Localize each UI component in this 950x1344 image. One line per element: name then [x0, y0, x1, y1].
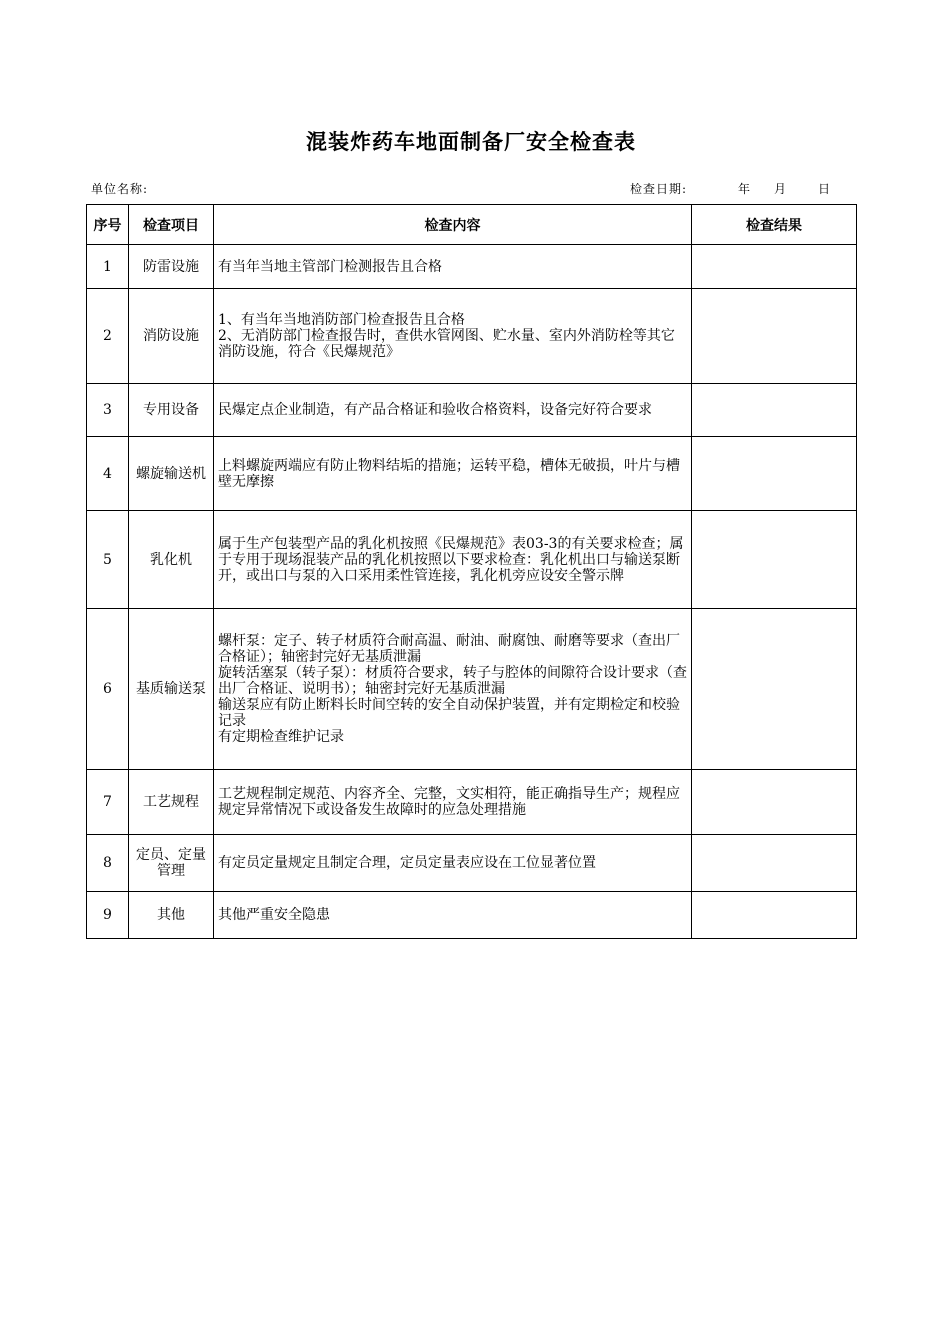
row-num: 7 — [87, 770, 129, 835]
unit-name-label: 单位名称: — [91, 182, 149, 196]
row-result[interactable] — [692, 437, 857, 511]
table-row — [87, 289, 857, 384]
header-num: 序号 — [87, 205, 129, 245]
row-num: 4 — [87, 437, 129, 511]
row-content: 有当年当地主管部门检测报告且合格 — [214, 245, 692, 289]
row-num: 9 — [87, 892, 129, 939]
table-row — [87, 511, 857, 609]
date-year-label: 年 — [738, 182, 751, 196]
row-num: 5 — [87, 511, 129, 609]
row-item: 消防设施 — [129, 289, 214, 384]
row-item: 乳化机 — [129, 511, 214, 609]
header-content: 检查内容 — [214, 205, 692, 245]
row-content: 有定员定量规定且制定合理，定员定量表应设在工位显著位置 — [214, 835, 692, 892]
row-item: 其他 — [129, 892, 214, 939]
row-content: 属于生产包装型产品的乳化机按照《民爆规范》表03-3的有关要求检查；属于专用于现场混装产品的乳化机按照以下要求检查：乳化机出口与输送泵断开，或出口与泵的入口采用柔性管连接，乳化机旁应设安全警示牌 — [214, 511, 692, 609]
date-month-label: 月 — [774, 182, 787, 196]
inspection-table — [86, 204, 857, 939]
row-result[interactable] — [692, 384, 857, 437]
row-item: 定员、定量管理 — [129, 835, 214, 892]
row-result[interactable] — [692, 770, 857, 835]
row-num: 2 — [87, 289, 129, 384]
table-row — [87, 770, 857, 835]
table-row — [87, 835, 857, 892]
row-item: 专用设备 — [129, 384, 214, 437]
row-num: 6 — [87, 609, 129, 770]
row-result[interactable] — [692, 245, 857, 289]
check-date-label: 检查日期: — [630, 182, 688, 196]
row-item: 工艺规程 — [129, 770, 214, 835]
row-content: 1、有当年当地消防部门检查报告且合格 2、无消防部门检查报告时，查供水管网图、贮水量、室内外消防栓等其它消防设施，符合《民爆规范》 — [214, 289, 692, 384]
row-result[interactable] — [692, 835, 857, 892]
date-day-label: 日 — [818, 182, 831, 196]
row-content: 其他严重安全隐患 — [214, 892, 692, 939]
row-content: 工艺规程制定规范、内容齐全、完整，文实相符，能正确指导生产；规程应规定异常情况下或设备发生故障时的应急处理措施 — [214, 770, 692, 835]
table-row — [87, 609, 857, 770]
table-row — [87, 245, 857, 289]
row-result[interactable] — [692, 511, 857, 609]
row-num: 1 — [87, 245, 129, 289]
table-header-row — [87, 205, 857, 245]
row-num: 8 — [87, 835, 129, 892]
row-item: 螺旋输送机 — [129, 437, 214, 511]
row-result[interactable] — [692, 892, 857, 939]
table-row — [87, 437, 857, 511]
row-content: 螺杆泵：定子、转子材质符合耐高温、耐油、耐腐蚀、耐磨等要求（查出厂合格证）；轴密封完好无基质泄漏 旋转活塞泵（转子泵）：材质符合要求，转子与腔体的间隙符合设计要求（查出厂合格证、说明书）；轴密封完好无基质泄漏 输送泵应有防止断料长时间空转的安全自动保护装置，并有定期检定和校验记录 有定期检查维护记录 — [214, 609, 692, 770]
row-num: 3 — [87, 384, 129, 437]
row-content: 民爆定点企业制造，有产品合格证和验收合格资料，设备完好符合要求 — [214, 384, 692, 437]
header-item: 检查项目 — [129, 205, 214, 245]
row-item: 基质输送泵 — [129, 609, 214, 770]
row-result[interactable] — [692, 609, 857, 770]
row-result[interactable] — [692, 289, 857, 384]
row-content: 上料螺旋两端应有防止物料结垢的措施；运转平稳，槽体无破损，叶片与槽壁无摩擦 — [214, 437, 692, 511]
page-title: 混装炸药车地面制备厂安全检查表 — [306, 130, 636, 154]
header-result: 检查结果 — [692, 205, 857, 245]
table-row — [87, 892, 857, 939]
table-row — [87, 384, 857, 437]
row-item: 防雷设施 — [129, 245, 214, 289]
